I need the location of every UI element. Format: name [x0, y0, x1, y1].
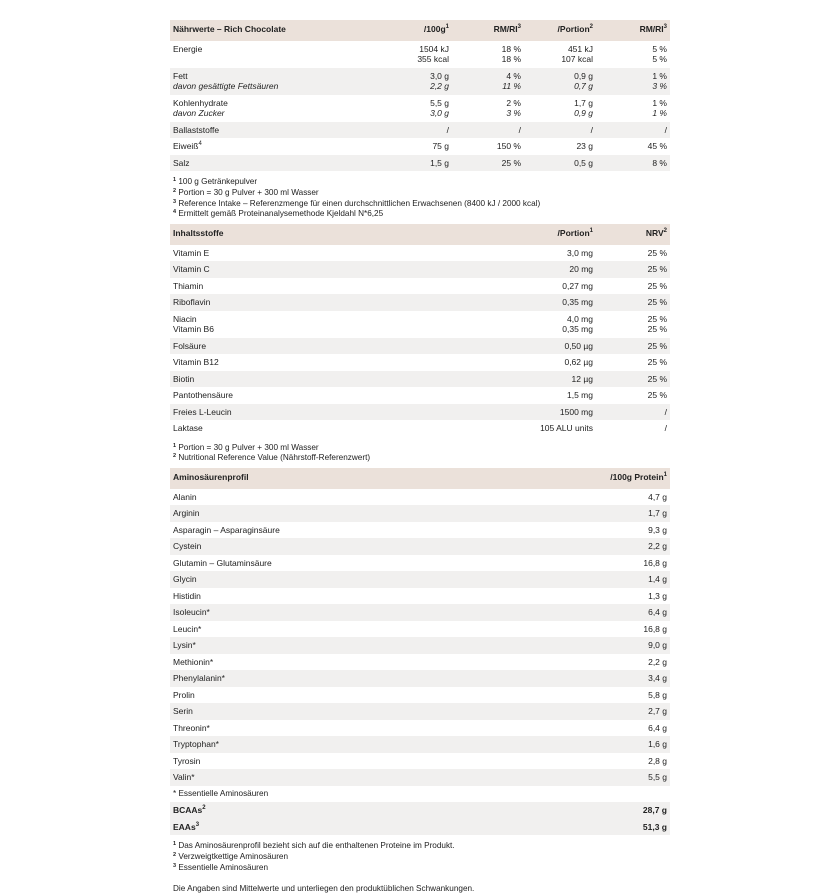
- table-row: Tryptophan* 1,6 g: [170, 736, 670, 753]
- naehrwerte-table: [170, 20, 670, 171]
- inhaltsstoffe-footnotes: [173, 443, 670, 465]
- aminosaeuren-title: Aminosäurenprofil: [170, 468, 596, 489]
- table-row: Folsäure 0,50 µg 25 %: [170, 338, 670, 355]
- naehrwerte-title: Nährwerte – Rich Chocolate: [170, 20, 380, 41]
- table-row: Asparagin – Asparaginsäure 9,3 g: [173, 524, 667, 535]
- table-row: Riboflavin 0,35 mg 25 %: [170, 294, 670, 311]
- col-rmri-100g: $RM/RI^3$: [452, 20, 524, 41]
- footnote: $^2$ Portion = 30 g Pulver + 300 ml Wasser: [173, 187, 319, 197]
- aminosaeuren-header: [170, 468, 670, 489]
- col-nrv: NRV$^2$: [596, 224, 670, 245]
- footnote: $^3$ Reference Intake – Referenzmenge für einen durchschnittlichen Erwachsenen (8400 kJ / 2000 kcal): [173, 198, 541, 208]
- table-row: Threonin* 6,4 g: [173, 722, 667, 733]
- footnote: $^1$ Das Aminosäurenprofil bezieht sich auf die enthaltenen Proteine im Produkt.: [173, 841, 455, 851]
- inhaltsstoffe-title: Inhaltsstoffe: [170, 224, 524, 245]
- row-label: Energie: [173, 43, 203, 54]
- table-row: Alanin 4,7 g: [173, 491, 667, 502]
- table-row: Tyrosin 2,8 g: [173, 755, 667, 766]
- table-row: Eiweiß$^4$ 75 g 150 % 23 g 45 %: [173, 141, 667, 151]
- table-row: Histidin 1,3 g: [173, 590, 667, 601]
- table-row: Thiamin 0,27 mg 25 %: [173, 280, 667, 291]
- table-row: Vitamin E 3,0 mg 25 %: [173, 247, 667, 258]
- table-row: Freies L-Leucin 1500 mg /: [170, 404, 670, 421]
- table-row: Energie 1504 kJ 355 kcal 18 % 18 % 451 kJ 107 kcal 5 % 5 %: [170, 41, 670, 68]
- table-row: Fett davon gesättigte Fettsäuren 3,0 g 2,2 g 4 % 11 % 0,9 g 0,7 g 1 % 3 %: [170, 68, 670, 95]
- table-row: Lysin* 9,0 g: [170, 637, 670, 654]
- table-row: Ballaststoffe / / / /: [170, 122, 670, 139]
- table-row: Valin* 5,5 g: [170, 769, 670, 786]
- aminosaeuren-footnotes: [173, 841, 670, 873]
- total-row-eaas: EAAs$^3$ 51,3 g: [170, 819, 670, 836]
- col-per-portion: /Portion$^1$: [524, 224, 596, 245]
- naehrwerte-header: [170, 20, 670, 41]
- inhaltsstoffe-header: [170, 224, 670, 245]
- table-row: Phenylalanin* 3,4 g: [170, 670, 670, 687]
- table-row: Vitamin B12 0,62 µg 25 %: [173, 357, 667, 368]
- table-row: Methionin* 2,2 g: [173, 656, 667, 667]
- footnote: $^1$ Portion = 30 g Pulver + 300 ml Wasser: [173, 442, 319, 452]
- aminosaeuren-table: [170, 468, 670, 835]
- table-row: Serin 2,7 g: [170, 703, 670, 720]
- col-per-100g-protein: /100g Protein$^1$: [596, 468, 670, 489]
- col-rmri-portion: $RM/RI^3$: [596, 20, 670, 41]
- footnote: $^1$ 100 g Getränkepulver: [173, 177, 258, 186]
- table-row: Leucin* 16,8 g: [173, 623, 667, 634]
- table-row: Pantothensäure 1,5 mg 25 %: [173, 390, 667, 401]
- table-row: Isoleucin* 6,4 g: [170, 604, 670, 621]
- col-per-100g: $/100g^1$: [380, 20, 452, 41]
- footnote: $^2$ Verzweigtkettige Aminosäuren: [173, 852, 289, 862]
- table-row: Kohlenhydrate davon Zucker 5,5 g 3,0 g 2 % 3 % 1,7 g 0,9 g 1 % 1 %: [173, 97, 667, 118]
- footnote: $^2$ Nutritional Reference Value (Nährstoff-Referenzwert): [173, 453, 371, 463]
- footnote: $^3$ Essentielle Aminosäuren: [173, 862, 269, 872]
- table-row: Vitamin C 20 mg 25 %: [170, 261, 670, 278]
- col-per-portion: /Portion$^2$: [524, 20, 596, 41]
- table-row: Niacin Vitamin B6 4,0 mg 0,35 mg 25 % 25 %: [173, 313, 667, 335]
- nutrition-document: [170, 20, 670, 893]
- disclaimer: Die Angaben sind Mittelwerte und unterliegen den produktüblichen Schwankungen.: [173, 883, 475, 893]
- essential-note: * Essentielle Aminosäuren: [173, 788, 269, 798]
- naehrwerte-footnotes: [173, 177, 670, 220]
- essential-note-row: [170, 786, 670, 803]
- footnote: $^4$ Ermittelt gemäß Proteinanalysemethode Kjeldahl N*6,25: [173, 209, 384, 219]
- table-row: Prolin 5,8 g: [173, 689, 667, 700]
- table-row: Cystein 2,2 g: [170, 538, 670, 555]
- table-row: Salz 1,5 g 25 % 0,5 g 8 %: [170, 155, 670, 172]
- table-row: Laktase 105 ALU units /: [173, 423, 667, 434]
- table-row: Arginin 1,7 g: [170, 505, 670, 522]
- table-row: Glycin 1,4 g: [170, 571, 670, 588]
- inhaltsstoffe-table: [170, 224, 670, 437]
- table-row: Glutamin – Glutaminsäure 16,8 g: [173, 557, 667, 568]
- total-row-bcaas: BCAAs$^2$ 28,7 g: [170, 802, 670, 819]
- table-row: Biotin 12 µg 25 %: [170, 371, 670, 388]
